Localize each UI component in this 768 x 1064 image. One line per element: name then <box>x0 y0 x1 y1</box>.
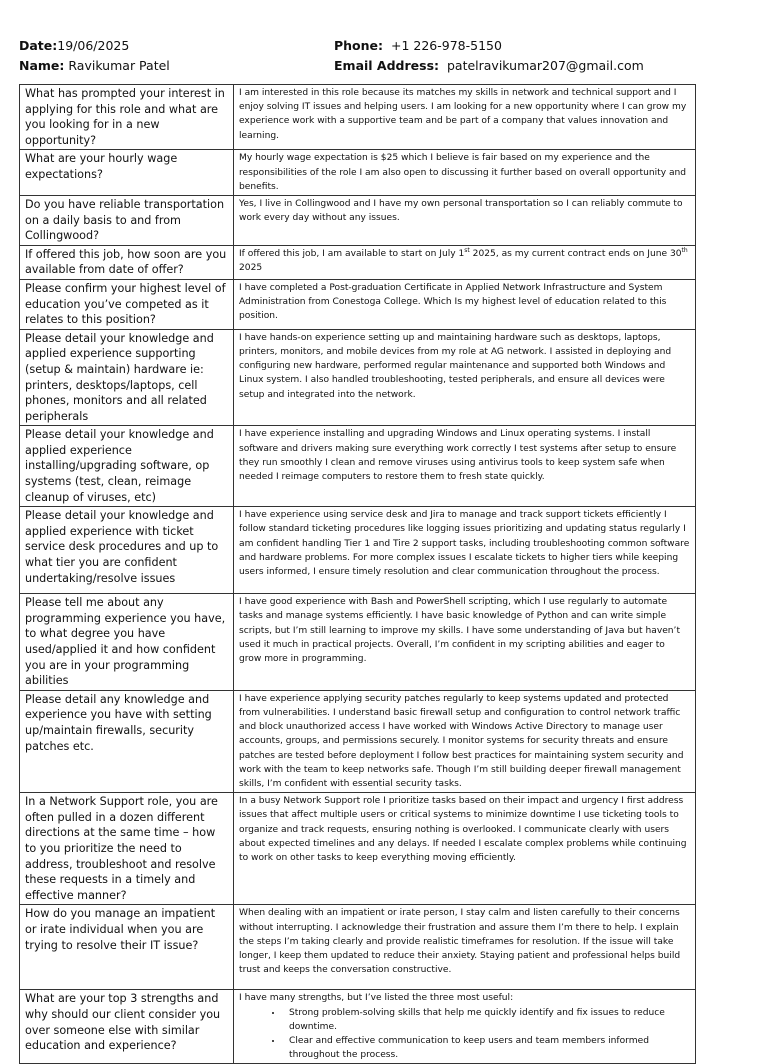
strengths-list <box>239 1006 690 1063</box>
date-label: Date: <box>19 38 58 53</box>
question-cell: In a Network Support role, you are often pulled in a dozen different directions at the same time – how to you prioritize the need to address, troubleshoot and resolve these requests in a timely and effective manner? <box>20 793 234 905</box>
answer-text-2: 2025, as my current contract ends on June 30 <box>469 248 682 259</box>
question-cell: What are your hourly wage expectations? <box>20 150 234 196</box>
table-row <box>20 690 696 792</box>
table-row <box>20 245 696 279</box>
answer-cell: I have experience applying security patches regularly to keep systems updated and protected from vulnerabilities. I understand basic firewall setup and configuration to control network traffic and block unauthorized access I have worked with Windows Active Directory to manage user accounts, groups, and permissions securely. I monitor systems for security threats and ensure patches are tested before deployment I follow best practices for maintaining system security and work with the team to keep networks safe. Though I’m still building deeper firewall management skills, I’m confident with essential security tasks. <box>234 690 696 792</box>
phone-value: +1 226-978-5150 <box>390 38 502 53</box>
answer-cell: I have good experience with Bash and PowerShell scripting, which I use regularly to automate tasks and manage systems efficiently. I have basic knowledge of Python and can write simple scripts, but I’m still learning to improve my skills. I have some understanding of Java but haven’t used it much in practical projects. Overall, I’m confident in my scripting abilities and eager to grow more in programming. <box>234 594 696 691</box>
table-row <box>20 279 696 329</box>
email-value: patelravikumar207@gmail.com <box>446 58 644 73</box>
date-value: 19/06/2025 <box>57 38 130 53</box>
answer-cell: Yes, I live in Collingwood and I have my own personal transportation so I can reliably commute to work every day without any issues. <box>234 195 696 245</box>
answer-cell: When dealing with an impatient or irate person, I stay calm and listen carefully to their concerns without interrupting. I acknowledge their frustration and assure them I’m there to help. I explain the steps I’m taking clearly and provide realistic timeframes for resolution. If the issue will take longer, I keep them updated to reduce their anxiety. Staying patient and professional helps build trust and keeps the conversation constructive. <box>234 905 696 990</box>
table-row <box>20 195 696 245</box>
phone-label: Phone: <box>334 38 384 53</box>
email-field <box>334 56 709 76</box>
name-value: Ravikumar Patel <box>68 58 170 73</box>
answer-cell <box>234 245 696 279</box>
table-row <box>20 329 696 426</box>
question-cell: What has prompted your interest in applying for this role and what are you looking for in a new opportunity? <box>20 85 234 150</box>
table-row <box>20 594 696 691</box>
table-row <box>20 150 696 196</box>
header-row-2 <box>19 56 709 76</box>
question-cell: How do you manage an impatient or irate individual when you are trying to resolve their IT issue? <box>20 905 234 990</box>
question-cell: Please detail your knowledge and applied experience supporting (setup & maintain) hardware ie: printers, desktops/laptops, cell phones, monitors and all related peripherals <box>20 329 234 426</box>
question-cell: If offered this job, how soon are you available from date of offer? <box>20 245 234 279</box>
answer-cell: I have hands-on experience setting up and maintaining hardware such as desktops, laptops, printers, monitors, and mobile devices from my role at AG network. I assisted in deploying and configuring new hardware, performed regular maintenance and supported both Windows and Linux system. I also handled troubleshooting, tested peripherals, and ensure all devices were setup and integrated into the network. <box>234 329 696 426</box>
answer-cell: In a busy Network Support role I prioritize tasks based on their impact and urgency I first address issues that affect multiple users or critical systems to minimize downtime I use ticketing tools to organize and track requests, ensuring nothing is overlooked. I communicate clearly with users about expected timelines and any delays. If needed I escalate complex problems while continuing to work on other tasks to keep everything moving efficiently. <box>234 793 696 905</box>
answer-cell: I have completed a Post-graduation Certificate in Applied Network Infrastructure and System Administration from Conestoga College. Which Is my highest level of education related to this position. <box>234 279 696 329</box>
answer-text-3: 2025 <box>239 262 263 273</box>
email-label: Email Address: <box>334 58 440 73</box>
question-cell: Please confirm your highest level of education you’ve competed as it relates to this position? <box>20 279 234 329</box>
answer-intro: I have many strengths, but I’ve listed the three most useful: <box>239 993 514 1004</box>
phone-field <box>334 36 709 56</box>
date-field <box>19 36 334 56</box>
answer-cell: I am interested in this role because its matches my skills in network and technical support and I enjoy solving IT issues and helping users. I am looking for a new opportunity where I can grow my experience work with a supportive team and be part of a company that values innovation and learning. <box>234 85 696 150</box>
table-row <box>20 905 696 990</box>
table-row <box>20 507 696 594</box>
ordinal-suffix: th <box>681 246 688 254</box>
question-cell: Please detail your knowledge and applied experience installing/upgrading software, op systems (test, clean, reimage cleanup of viruses, etc) <box>20 426 234 507</box>
question-cell: What are your top 3 strengths and why should our client consider you over someone else with similar education and experience? <box>20 990 234 1064</box>
answer-cell: I have experience installing and upgrading Windows and Linux operating systems. I install software and drivers making sure everything work correctly I test systems after setup to ensure they run smoothly I clean and remove viruses using antivirus tools to keep system safe when needed I reimage computers to restore them to fresh state quickly. <box>234 426 696 507</box>
name-field <box>19 56 334 76</box>
table-row <box>20 85 696 150</box>
document-header <box>19 36 709 76</box>
table-row <box>20 793 696 905</box>
table-row <box>20 990 696 1064</box>
list-item: • Strong problem-solving skills that help me quickly identify and fix issues to reduce downtime. <box>283 1006 690 1034</box>
table-row <box>20 426 696 507</box>
answer-cell: My hourly wage expectation is $25 which I believe is fair based on my experience and the responsibilities of the role I am also open to discussing it further based on overall opportunity and benefits. <box>234 150 696 196</box>
questionnaire-table <box>19 84 696 1064</box>
answer-cell <box>234 990 696 1064</box>
name-label: Name: <box>19 58 65 73</box>
header-row-1 <box>19 36 709 56</box>
question-cell: Do you have reliable transportation on a daily basis to and from Collingwood? <box>20 195 234 245</box>
question-cell: Please detail your knowledge and applied experience with ticket service desk procedures and up to what tier you are confident undertaking/resolve issues <box>20 507 234 594</box>
answer-cell: I have experience using service desk and Jira to manage and track support tickets efficiently I follow standard ticketing procedures like logging issues prioritizing and updating status regularly I am confident handling Tier 1 and Tire 2 support tasks, including troubleshooting common software and hardware problems. For more complex issues I escalate tickets to higher tiers while keeping users informed, I ensure timely resolution and clear communication throughout the process. <box>234 507 696 594</box>
question-cell: Please tell me about any programming experience you have, to what degree you have used/applied it and how confident you are in your programming abilities <box>20 594 234 691</box>
ordinal-suffix: st <box>464 246 470 254</box>
list-item: • Clear and effective communication to keep users and team members informed throughout the process. <box>283 1034 690 1062</box>
question-cell: Please detail any knowledge and experience you have with setting up/maintain firewalls, security patches etc. <box>20 690 234 792</box>
answer-text-1: If offered this job, I am available to start on July 1 <box>239 248 465 259</box>
